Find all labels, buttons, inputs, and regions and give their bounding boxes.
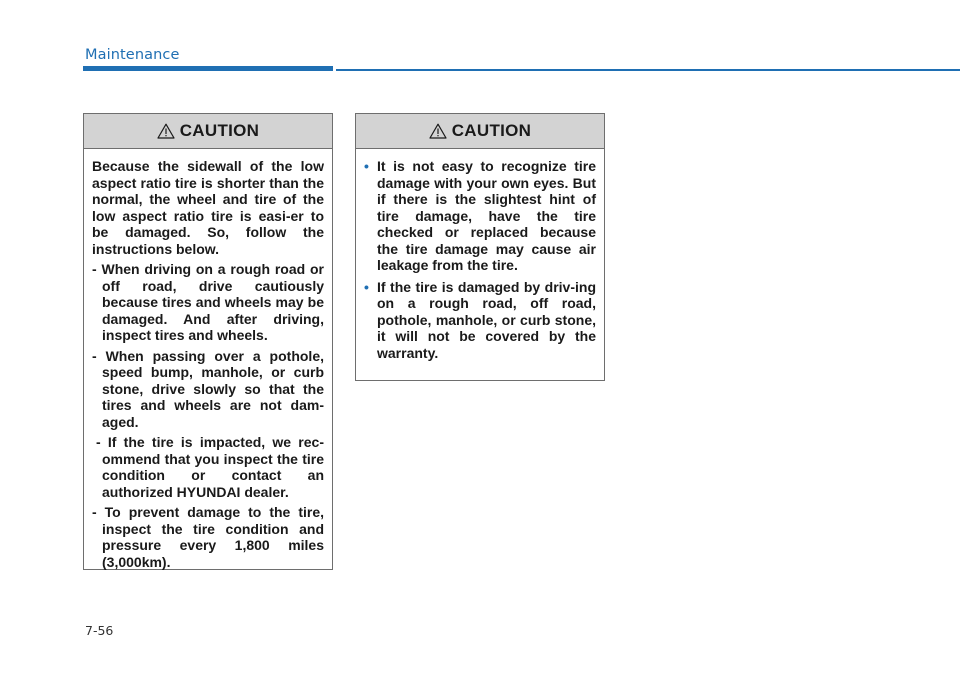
page-number: 7-56 [85,623,114,638]
caution-intro: Because the sidewall of the low aspect ratio tire is shorter than the normal, the wheel and tire of the low aspect ratio tire is easi-er to be damaged. So, follow the instructions below. [92,158,324,257]
caution-list-item: - To prevent damage to the tire, inspect the tire condition and pressure every 1,800 miles (3,000km). [92,504,324,570]
bullet-dot-icon: • [364,278,369,295]
caution-header [356,114,604,149]
bullet-dot-icon: • [364,158,369,174]
caution-list-item: - When driving on a rough road or off road, drive cautiously because tires and wheels may be damaged. And after driving, inspect tires and wheels. [92,261,324,343]
caution-body [356,149,604,361]
caution-list-item: - If the tire is impacted, we rec-ommend that you inspect the tire condition or contact an authorized HYUNDAI dealer. [96,434,324,500]
warning-triangle-icon [157,123,175,139]
header-rule-thin [336,69,960,71]
caution-title: CAUTION [179,121,260,140]
header-rule-thick [83,66,333,71]
caution-title: CAUTION [451,121,532,140]
section-title: Maintenance [85,47,180,63]
warning-triangle-icon [429,123,447,139]
caution-header [84,114,332,149]
caution-bullet-text: It is not easy to recognize tire damage with your own eyes. But if there is the slightest hint of tire damage, have the tire checked or replaced because the tire damage may cause air leakage from the tire. [377,158,596,273]
caution-body [84,149,332,570]
caution-box-right [355,113,605,381]
caution-bullet-item [364,279,596,362]
caution-list-item: - When passing over a pothole, speed bump, manhole, or curb stone, drive slowly so that the tires and wheels are not dam-aged. [92,347,324,430]
caution-bullet-item [364,158,596,274]
caution-bullet-text: If the tire is damaged by driv-ing on a rough road, off road, pothole, manhole, or curb stone, it will not be covered by the warranty. [377,278,596,361]
caution-box-left [83,113,333,570]
